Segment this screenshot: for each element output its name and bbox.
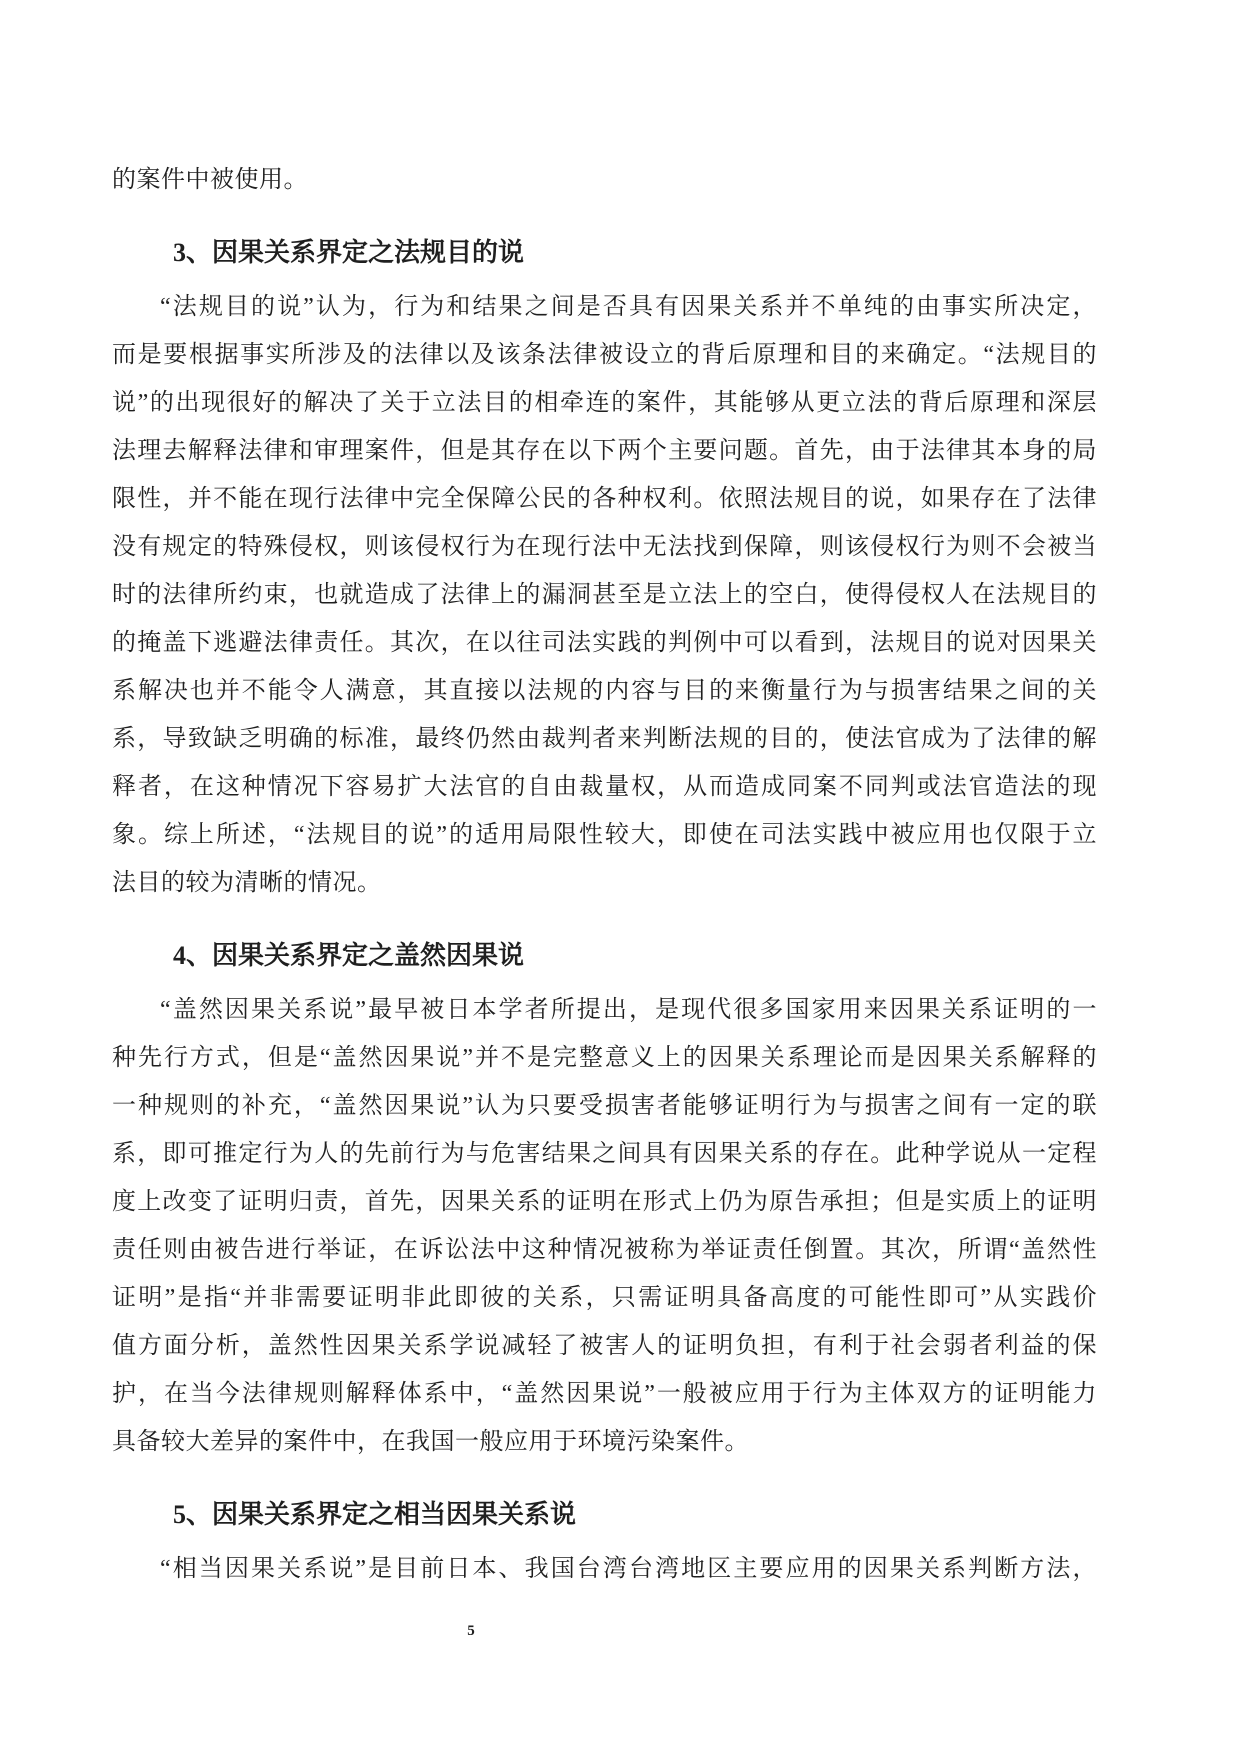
section-heading-3: 3、因果关系界定之法规目的说 (173, 238, 525, 267)
text-line: 的掩盖下逃避法律责任。其次，在以往司法实践的判例中可以看到，法规目的说对因果关 (112, 630, 1097, 656)
text-line: 象。综上所述，“法规目的说”的适用局限性较大，即使在司法实践中被应用也仅限于立 (112, 822, 1097, 848)
text-line: 系解决也并不能令人满意，其直接以法规的内容与目的来衡量行为与损害结果之间的关 (112, 678, 1097, 704)
text-line: 法目的较为清晰的情况。 (112, 870, 382, 896)
text-line: 度上改变了证明归责，首先，因果关系的证明在形式上仍为原告承担；但是实质上的证明 (112, 1189, 1097, 1215)
section-paragraph-4 (112, 986, 1097, 1466)
text-line: “法规目的说”认为，行为和结果之间是否具有因果关系并不单纯的由事实所决定， (160, 294, 1097, 320)
section-paragraph-3 (112, 283, 1097, 907)
text-line: 法理去解释法律和审理案件，但是其存在以下两个主要问题。首先，由于法律其本身的局 (112, 438, 1097, 464)
text-line: 一种规则的补充，“盖然因果说”认为只要受损害者能够证明行为与损害之间有一定的联 (112, 1093, 1097, 1119)
text-line: 没有规定的特殊侵权，则该侵权行为在现行法中无法找到保障，则该侵权行为则不会被当 (112, 534, 1097, 560)
text-line: 系，导致缺乏明确的标准，最终仍然由裁判者来判断法规的目的，使法官成为了法律的解 (112, 726, 1097, 752)
text-line: 说”的出现很好的解决了关于立法目的相牵连的案件，其能够从更立法的背后原理和深层 (112, 390, 1097, 416)
text-line: 释者，在这种情况下容易扩大法官的自由裁量权，从而造成同案不同判或法官造法的现 (112, 774, 1097, 800)
page-content (112, 156, 1097, 1593)
text-line: 而是要根据事实所涉及的法律以及该条法律被设立的背后原理和目的来确定。“法规目的 (112, 342, 1097, 368)
text-line: 证明”是指“并非需要证明非此即彼的关系，只需证明具备高度的可能性即可”从实践价 (112, 1285, 1097, 1311)
section-adequate-causation-theory (112, 1491, 1097, 1593)
page-number: 5 (467, 1623, 475, 1639)
section-law-purpose-theory (112, 229, 1097, 907)
text-line: 具备较大差异的案件中，在我国一般应用于环境污染案件。 (112, 1429, 749, 1455)
text-line: “盖然因果关系说”最早被日本学者所提出，是现代很多国家用来因果关系证明的一 (160, 997, 1097, 1023)
section-heading-5: 5、因果关系界定之相当因果关系说 (173, 1500, 577, 1529)
section-heading-4: 4、因果关系界定之盖然因果说 (173, 941, 525, 970)
text-line: 护，在当今法律规则解释体系中，“盖然因果说”一般被应用于行为主体双方的证明能力 (112, 1381, 1097, 1407)
text-line: 种先行方式，但是“盖然因果说”并不是完整意义上的因果关系理论而是因果关系解释的 (112, 1045, 1097, 1071)
text-line: “相当因果关系说”是目前日本、我国台湾台湾地区主要应用的因果关系判断方法， (160, 1556, 1097, 1582)
section-probable-causation-theory (112, 932, 1097, 1466)
text-line: 值方面分析，盖然性因果关系学说减轻了被害人的证明负担，有利于社会弱者利益的保 (112, 1333, 1097, 1359)
text-line: 限性，并不能在现行法律中完全保障公民的各种权利。依照法规目的说，如果存在了法律 (112, 486, 1097, 512)
text-line: 责任则由被告进行举证，在诉讼法中这种情况被称为举证责任倒置。其次，所谓“盖然性 (112, 1237, 1097, 1263)
text-line: 时的法律所约束，也就造成了法律上的漏洞甚至是立法上的空白，使得侵权人在法规目的 (112, 582, 1097, 608)
section-paragraph-5 (112, 1545, 1097, 1593)
text-line: 系，即可推定行为人的先前行为与危害结果之间具有因果关系的存在。此种学说从一定程 (112, 1141, 1097, 1167)
paragraph-continuation-line: 的案件中被使用。 (112, 167, 308, 193)
